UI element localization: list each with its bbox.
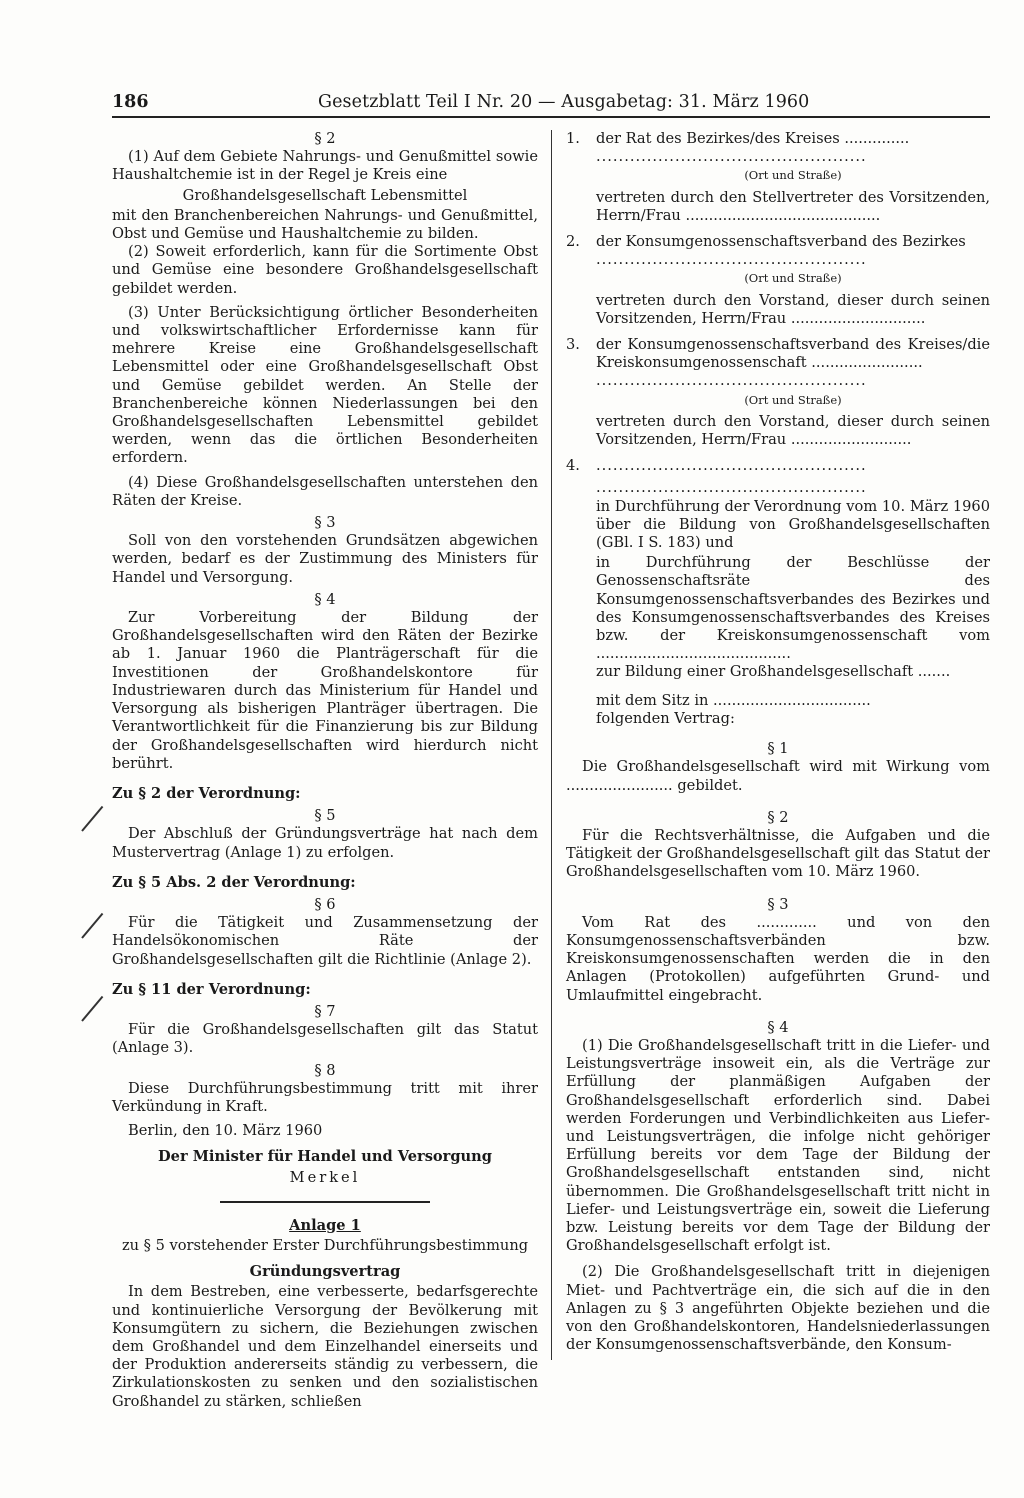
section-2-heading: § 2: [314, 130, 336, 147]
section-3-text: Soll von den vorstehenden Grundsätzen abgewichen werden, bedarf es der Zustimmung des Ministers für Handel und Versorgung.: [112, 532, 538, 586]
section-2-p2: (2) Soweit erforderlich, kann für die Sortimente Obst und Gemüse eine besondere Großhandelsgesellschaft gebildet werden.: [112, 243, 538, 297]
vertrag-heading: Gründungsvertrag: [249, 1263, 401, 1281]
party-3-rep: vertreten durch den Vorstand, dieser durch seinen Vorsitzenden, Herrn/Frau ..........................: [596, 412, 990, 449]
party-4-verordnung: in Durchführung der Verordnung vom 10. März 1960 über die Bildung von Großhandelsgesellschaften (GBl. I S. 183) und: [596, 497, 990, 552]
contract-section-2-heading: § 2: [767, 808, 789, 826]
party-1-dots: ................................................: [596, 148, 867, 166]
contract-section-3-text: Vom Rat des ............. und von den Konsumgenossenschaftsverbänden bzw. Kreiskonsumgenossenschaften werden die in den Anlagen (Protokollen) aufgeführten Grund- und Umlaufmittel eingebracht.: [566, 913, 990, 1004]
party-2-dots: ................................................: [596, 251, 867, 269]
party-4-dots-2: ................................................: [596, 479, 867, 497]
section-6-heading: § 6: [314, 895, 336, 913]
page-number: 186: [112, 92, 149, 112]
party-4-dots-1: ................................................: [596, 457, 867, 475]
section-7-text: Für die Großhandelsgesellschaften gilt das Statut (Anlage 3).: [112, 1021, 538, 1057]
minister-title: Der Minister für Handel und Versorgung: [158, 1148, 492, 1166]
party-1-rep: vertreten durch den Stellvertreter des Vorsitzenden, Herrn/Frau ..........................................: [596, 188, 990, 224]
party-3-number: 3.: [566, 336, 580, 354]
party-1-number: 1.: [566, 130, 580, 147]
section-rule: [220, 1201, 430, 1203]
contract-section-4-p2: (2) Die Großhandelsgesellschaft tritt in diejenigen Miet- und Pachtverträge ein, die sich auf die in den Anlagen zu § 3 angeführten Objekte beziehen und die von den Großhandelskontoren, Handelsniederlassungen der Konsumgenossenschaftsverbände, den Konsum-: [566, 1263, 990, 1354]
section-8-heading: § 8: [314, 1061, 336, 1079]
section-5-heading: § 5: [314, 807, 336, 825]
section-2-p1a: (1) Auf dem Gebiete Nahrungs- und Genußmittel sowie Haushaltchemie ist in der Regel je Kreis eine: [112, 148, 538, 184]
party-4: [566, 457, 990, 728]
left-column: [112, 130, 538, 1417]
anlage-heading: Anlage 1: [289, 1216, 361, 1234]
party-1: [566, 130, 990, 225]
section-2-p4: (4) Diese Großhandelsgesellschaften unterstehen den Räten der Kreise.: [112, 473, 538, 509]
section-4-text: Zur Vorbereitung der Bildung der Großhandelsgesellschaften wird den Räten der Bezirke ab 1. Januar 1960 die Planträgerschaft für die Investitionen der Großhandelskontore für Industriewaren durch das Ministerium für Handel und Versorgung als bisherigen Planträger übertragen. Die Verantwortlichkeit für die Finanzierung bis zur Bildung der Großhandelsgesellschaften wird hierdurch nicht berührt.: [112, 609, 538, 772]
contract-section-2-text: Für die Rechtsverhältnisse, die Aufgaben und die Tätigkeit der Großhandelsgesellschaft gilt das Statut der Großhandelsgesellschaften vom 10. März 1960.: [566, 826, 990, 881]
party-4-bildung: zur Bildung einer Großhandelsgesellschaft .......: [596, 663, 951, 681]
party-2-name: der Konsumgenossenschaftsverband des Bezirkes: [596, 233, 966, 251]
party-1-ort: (Ort und Straße): [744, 168, 842, 183]
party-2: [566, 233, 990, 328]
section-7-heading: § 7: [314, 1002, 336, 1020]
party-4-vertrag: folgenden Vertrag:: [596, 709, 735, 727]
contract-section-3-heading: § 3: [767, 895, 789, 913]
heading-zu-par2: Zu § 2 der Verordnung:: [112, 784, 301, 802]
party-3-ort: (Ort und Straße): [744, 392, 842, 407]
party-4-number: 4.: [566, 457, 580, 475]
anlage-subtitle: zu § 5 vorstehender Erster Durchführungsbestimmung: [121, 1236, 529, 1254]
party-3-dots: ................................................: [596, 372, 867, 390]
section-2-p1b: Großhandelsgesellschaft Lebensmittel: [182, 186, 468, 204]
section-6-text: Für die Tätigkeit und Zusammensetzung der Handelsökonomischen Räte der Großhandelsgesellschaften gilt die Richtlinie (Anlage 2).: [112, 914, 538, 968]
contract-section-4-p1: (1) Die Großhandelsgesellschaft tritt in die Liefer- und Leistungsverträge insoweit ein, als die Verträge zur Erfüllung der planmäßigen Aufgaben der Großhandelsgesellschaft erforderlich sind. Dabei werden Forderungen und Verbindlichkeiten aus Liefer- und Leistungsverträgen, die infolge nicht gehöriger Erfüllung bereits vor dem Tage der Bildung der Großhandelsgesellschaft entstanden sind, nicht übernommen. Die Großhandelsgesellschaft tritt nicht in Liefer- und Leistungsverträge ein, soweit die Lieferung bzw. Leistung bereits vor dem Tage der Bildung der Großhandelsgesellschaft erfolgt ist.: [566, 1036, 990, 1255]
contract-section-1-heading: § 1: [767, 740, 789, 758]
margin-mark-1: [81, 806, 103, 832]
heading-zu-par5: Zu § 5 Abs. 2 der Verordnung:: [112, 873, 356, 891]
party-3-name: der Konsumgenossenschaftsverband des Kreises/die Kreiskonsumgenossenschaft ........................: [596, 336, 990, 372]
vertrag-preamble: In dem Bestreben, eine verbesserte, bedarfsgerechte und kontinuierliche Versorgung der Bevölkerung mit Konsumgütern zu sichern, die Beziehungen zwischen dem Großhandel und dem Einzelhandel einerseits und der Produktion andererseits ständig zu verbessern, die Zirkulationskosten zu senken und den sozialistischen Großhandel zu stärken, schließen: [112, 1283, 538, 1410]
section-4-heading: § 4: [314, 590, 336, 608]
column-divider: [551, 130, 552, 1360]
contract-section-4-heading: § 4: [767, 1018, 789, 1036]
heading-zu-par11: Zu § 11 der Verordnung:: [112, 980, 311, 998]
section-2-p3: (3) Unter Berücksichtigung örtlicher Besonderheiten und volkswirtschaftlicher Erfordernisse kann für mehrere Kreise eine Großhandelsgesellschaft Lebensmittel oder eine Großhandelsgesellschaft Obst und Gemüse gebildet werden. An Stelle der Branchenbereiche können Niederlassungen bei den Großhandelsgesellschaften Lebensmittel gebildet werden, wenn das die örtlichen Besonderheiten erfordern.: [112, 303, 538, 467]
minister-name: Merkel: [289, 1168, 361, 1186]
party-2-number: 2.: [566, 233, 580, 251]
contract-section-1-text: Die Großhandelsgesellschaft wird mit Wirkung vom ....................... gebildet.: [566, 758, 990, 794]
party-4-beschluesse: in Durchführung der Beschlüsse der Genossenschaftsräte des Konsumgenossenschaftsverbandes des Bezirkes und des Konsumgenossenschaftsverbandes des Kreises bzw. der Kreiskonsumgenossenschaft vom ..........................................: [596, 554, 990, 663]
place-date: Berlin, den 10. März 1960: [128, 1122, 323, 1140]
party-2-rep: vertreten durch den Vorstand, dieser durch seinen Vorsitzenden, Herrn/Frau .............................: [596, 291, 990, 327]
section-3-heading: § 3: [314, 514, 336, 532]
section-2-p1c: mit den Branchenbereichen Nahrungs- und Genußmittel, Obst und Gemüse und Haushaltchemie zu bilden.: [112, 206, 538, 243]
margin-mark-2: [81, 913, 103, 939]
party-4-sitz: mit dem Sitz in ..................................: [596, 691, 871, 709]
party-3: [566, 336, 990, 449]
margin-mark-3: [81, 996, 103, 1022]
header-title: Gesetzblatt Teil I Nr. 20 — Ausgabetag: 31. März 1960: [318, 92, 810, 112]
right-column: [566, 130, 990, 1360]
page-header: [112, 92, 990, 118]
party-1-name: der Rat des Bezirkes/des Kreises ..............: [596, 130, 910, 147]
section-8-text: Diese Durchführungsbestimmung tritt mit ihrer Verkündung in Kraft.: [112, 1079, 538, 1115]
section-5-text: Der Abschluß der Gründungsverträge hat nach dem Mustervertrag (Anlage 1) zu erfolgen.: [112, 825, 538, 861]
party-2-ort: (Ort und Straße): [744, 271, 842, 286]
